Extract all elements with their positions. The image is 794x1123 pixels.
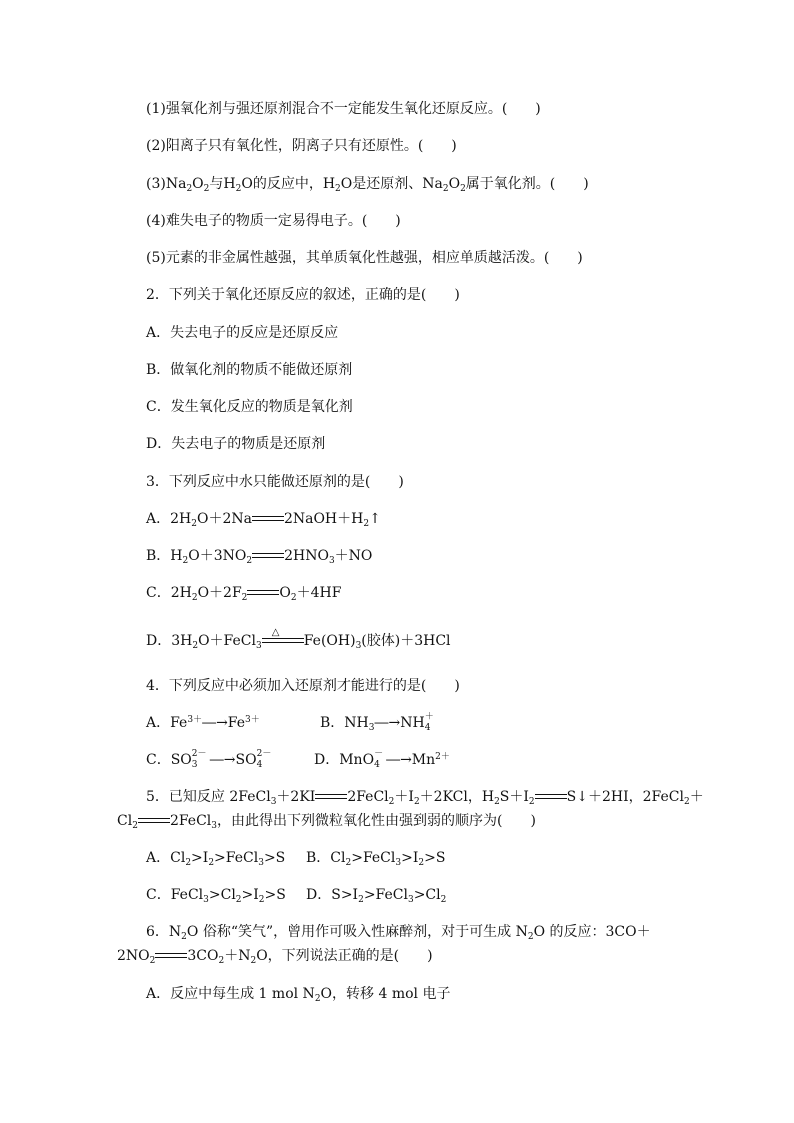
q2-stem: 2．下列关于氧化还原反应的叙述，正确的是( ) <box>146 287 460 303</box>
judge-item-4: (4)难失电子的物质一定易得电子。( ) <box>146 213 401 229</box>
judge-item-3: $(3)Na_2O_2$与$H_2O$的反应中，$H_2O$是还原剂、$Na_2O_2$属于氧化剂。( ) <box>146 176 589 194</box>
q2-option-b: B．做氧化剂的物质不能做还原剂 <box>146 362 353 378</box>
q6-option-a: A．反应中每生成 1 mol $N_2O$，转移 4 mol 电子 <box>146 986 451 1004</box>
q4-option-c: C．SO 2－ 3 ―→SO 2－ 4 <box>146 749 272 770</box>
judge-item-1: (1)强氧化剂与强还原剂混合不一定能发生氧化还原反应。( ) <box>146 101 541 117</box>
q5-option-a: A．$Cl_2>I_2>FeCl_3>S$ <box>146 850 286 868</box>
q2-option-a: A．失去电子的反应是还原反应 <box>146 325 339 341</box>
q3-option-b: B．$H_2O+3NO_2$ $2HNO_3+NO$ <box>146 548 373 566</box>
q2-option-c: C．发生氧化反应的物质是氧化剂 <box>146 399 353 415</box>
q6-stem-line-1: 6．$N_2O$ 俗称“笑气”，曾用作可吸入性麻醉剂，对于可生成 $N_2O$ 的反应：3CO＋ <box>146 924 651 942</box>
q5-stem-line-1: 5．已知反应 2FeCl$_3$＋2KI $2FeCl_2+I_2+2KCl$，$H_2S+I_2$ S↓＋2HI，2FeCl$_2$＋ <box>146 789 704 807</box>
judge-item-2: (2)阳离子只有氧化性，阴离子只有还原性。( ) <box>146 138 457 154</box>
heat-symbol: △ <box>271 627 280 638</box>
q3-option-a: A．$2H_2O+2Na$ $2NaOH+H_2↑$ <box>146 511 381 529</box>
q4-option-b: B．$NH_3―\to NH$ ＋ 4 <box>320 712 434 733</box>
q4-option-d: D．MnO － 4 $―\to Mn^{2+}$ <box>314 749 450 770</box>
q3-stem: 3．下列反应中水只能做还原剂的是( ) <box>146 474 404 490</box>
q5-option-d: D．$S>I_2>FeCl_3>Cl_2$ <box>306 887 447 905</box>
q3-option-d: D．$3H_2O+FeCl_3$ △ $Fe(OH)_3$(胶体)＋3HCl <box>146 631 451 651</box>
q5-option-c: C．$FeCl_3>Cl_2>I_2>S$ <box>146 887 286 905</box>
q4-stem: 4．下列反应中必须加入还原剂才能进行的是( ) <box>146 678 460 694</box>
judge-item-5: (5)元素的非金属性越强，其单质氧化性越强，相应单质越活泼。( ) <box>146 250 583 266</box>
q2-option-d: D．失去电子的物质是还原剂 <box>146 436 326 452</box>
q5-stem-line-2: $Cl_2$ 2FeCl$_3$，由此得出下列微粒氧化性由强到弱的顺序为( ) <box>117 813 536 831</box>
q3-option-c: C．$2H_2O+2F_2$ $O_2+4HF$ <box>146 585 342 603</box>
q5-option-b: B．$Cl_2>FeCl_3>I_2>S$ <box>306 850 446 868</box>
q4-option-a: A．$Fe^{3+}―\to Fe^{3+}$ <box>146 715 260 731</box>
q6-stem-line-2: $2NO_2$ $3CO_2+N_2O$，下列说法正确的是( ) <box>117 948 433 966</box>
